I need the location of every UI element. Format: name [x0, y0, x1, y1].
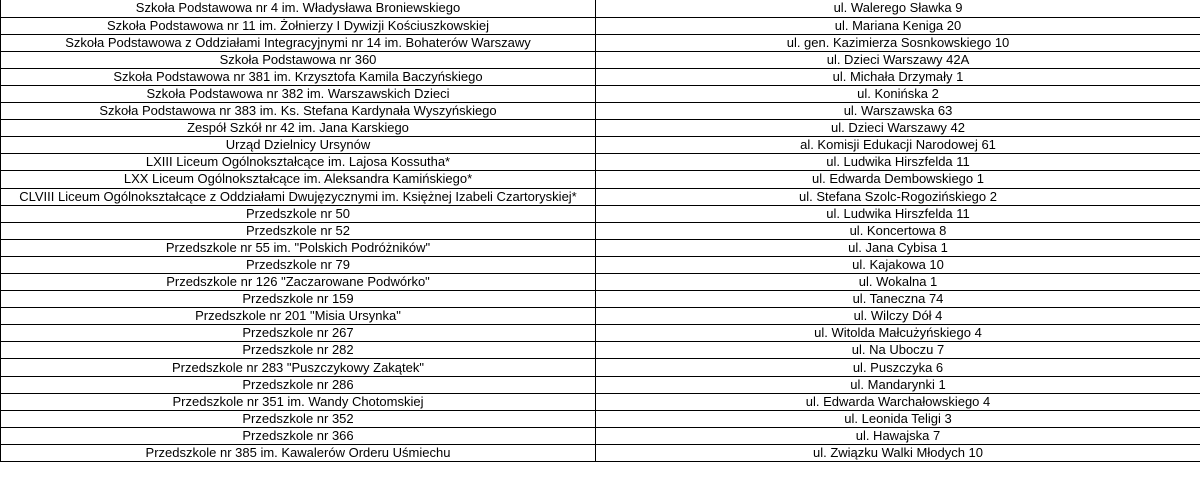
- institution-name-cell: Przedszkole nr 52: [1, 222, 596, 239]
- address-cell: ul. Ludwika Hirszfelda 11: [596, 205, 1200, 222]
- address-cell: ul. Puszczyka 6: [596, 359, 1200, 376]
- institution-name-cell: Przedszkole nr 50: [1, 205, 596, 222]
- institution-name-cell: Szkoła Podstawowa nr 381 im. Krzysztofa Kamila Baczyńskiego: [1, 68, 596, 85]
- table-row: [1, 359, 1200, 376]
- table-row: [1, 325, 1200, 342]
- institution-name-cell: Szkoła Podstawowa z Oddziałami Integracyjnymi nr 14 im. Bohaterów Warszawy: [1, 34, 596, 51]
- address-cell: ul. Dzieci Warszawy 42: [596, 120, 1200, 137]
- institution-name-cell: Przedszkole nr 126 "Zaczarowane Podwórko": [1, 274, 596, 291]
- address-cell: ul. Hawajska 7: [596, 427, 1200, 444]
- address-cell: ul. Edwarda Dembowskiego 1: [596, 171, 1200, 188]
- table-row: [1, 222, 1200, 239]
- institution-name-cell: Zespół Szkół nr 42 im. Jana Karskiego: [1, 120, 596, 137]
- institution-name-cell: Przedszkole nr 55 im. "Polskich Podróżników": [1, 239, 596, 256]
- table-row: [1, 256, 1200, 273]
- institution-name-cell: Szkoła Podstawowa nr 360: [1, 51, 596, 68]
- address-cell: ul. Mandarynki 1: [596, 376, 1200, 393]
- address-cell: al. Komisji Edukacji Narodowej 61: [596, 137, 1200, 154]
- table-row: [1, 274, 1200, 291]
- address-cell: ul. Wilczy Dół 4: [596, 308, 1200, 325]
- institution-name-cell: CLVIII Liceum Ogólnokształcące z Oddziałami Dwujęzycznymi im. Księżnej Izabeli Czartoryskiej*: [1, 188, 596, 205]
- table-row: [1, 154, 1200, 171]
- institution-name-cell: Szkoła Podstawowa nr 4 im. Władysława Broniewskiego: [1, 0, 596, 17]
- institution-name-cell: Szkoła Podstawowa nr 11 im. Żołnierzy I Dywizji Kościuszkowskiej: [1, 17, 596, 34]
- table-row: [1, 205, 1200, 222]
- table-row: [1, 188, 1200, 205]
- table-row: [1, 410, 1200, 427]
- address-cell: ul. Jana Cybisa 1: [596, 239, 1200, 256]
- address-cell: ul. Na Uboczu 7: [596, 342, 1200, 359]
- address-cell: ul. Stefana Szolc-Rogozińskiego 2: [596, 188, 1200, 205]
- institution-name-cell: Urząd Dzielnicy Ursynów: [1, 137, 596, 154]
- institution-name-cell: Szkoła Podstawowa nr 383 im. Ks. Stefana Kardynała Wyszyńskiego: [1, 103, 596, 120]
- table-row: [1, 427, 1200, 444]
- institution-name-cell: Przedszkole nr 79: [1, 256, 596, 273]
- address-cell: ul. Leonida Teligi 3: [596, 410, 1200, 427]
- institution-name-cell: LXX Liceum Ogólnokształcące im. Aleksandra Kamińskiego*: [1, 171, 596, 188]
- institution-name-cell: Szkoła Podstawowa nr 382 im. Warszawskich Dzieci: [1, 85, 596, 102]
- table-row: [1, 137, 1200, 154]
- table-row: [1, 17, 1200, 34]
- address-cell: ul. Związku Walki Młodych 10: [596, 444, 1200, 461]
- table-row: [1, 393, 1200, 410]
- institution-name-cell: Przedszkole nr 385 im. Kawalerów Orderu Uśmiechu: [1, 444, 596, 461]
- table-row: [1, 342, 1200, 359]
- address-cell: ul. Koncertowa 8: [596, 222, 1200, 239]
- table-row: [1, 239, 1200, 256]
- table-body: [1, 0, 1200, 462]
- institution-name-cell: LXIII Liceum Ogólnokształcące im. Lajosa Kossutha*: [1, 154, 596, 171]
- table-row: [1, 103, 1200, 120]
- table-row: [1, 376, 1200, 393]
- institution-name-cell: Przedszkole nr 352: [1, 410, 596, 427]
- table-row: [1, 444, 1200, 461]
- table-row: [1, 34, 1200, 51]
- address-cell: ul. Michała Drzymały 1: [596, 68, 1200, 85]
- table-row: [1, 120, 1200, 137]
- table-row: [1, 308, 1200, 325]
- institution-name-cell: Przedszkole nr 366: [1, 427, 596, 444]
- address-cell: ul. Dzieci Warszawy 42A: [596, 51, 1200, 68]
- address-cell: ul. Walerego Sławka 9: [596, 0, 1200, 17]
- institution-name-cell: Przedszkole nr 283 "Puszczykowy Zakątek": [1, 359, 596, 376]
- institution-name-cell: Przedszkole nr 159: [1, 291, 596, 308]
- institution-name-cell: Przedszkole nr 282: [1, 342, 596, 359]
- address-cell: ul. gen. Kazimierza Sosnkowskiego 10: [596, 34, 1200, 51]
- address-cell: ul. Taneczna 74: [596, 291, 1200, 308]
- address-cell: ul. Wokalna 1: [596, 274, 1200, 291]
- address-cell: ul. Witolda Małcużyńskiego 4: [596, 325, 1200, 342]
- institution-name-cell: Przedszkole nr 286: [1, 376, 596, 393]
- address-cell: ul. Edwarda Warchałowskiego 4: [596, 393, 1200, 410]
- address-cell: ul. Konińska 2: [596, 85, 1200, 102]
- institution-name-cell: Przedszkole nr 201 "Misia Ursynka": [1, 308, 596, 325]
- address-cell: ul. Warszawska 63: [596, 103, 1200, 120]
- table-row: [1, 85, 1200, 102]
- address-cell: ul. Mariana Keniga 20: [596, 17, 1200, 34]
- address-cell: ul. Kajakowa 10: [596, 256, 1200, 273]
- institution-name-cell: Przedszkole nr 267: [1, 325, 596, 342]
- institution-name-cell: Przedszkole nr 351 im. Wandy Chotomskiej: [1, 393, 596, 410]
- address-cell: ul. Ludwika Hirszfelda 11: [596, 154, 1200, 171]
- table-row: [1, 171, 1200, 188]
- table-row: [1, 51, 1200, 68]
- table-row: [1, 291, 1200, 308]
- table-row: [1, 0, 1200, 17]
- table-row: [1, 68, 1200, 85]
